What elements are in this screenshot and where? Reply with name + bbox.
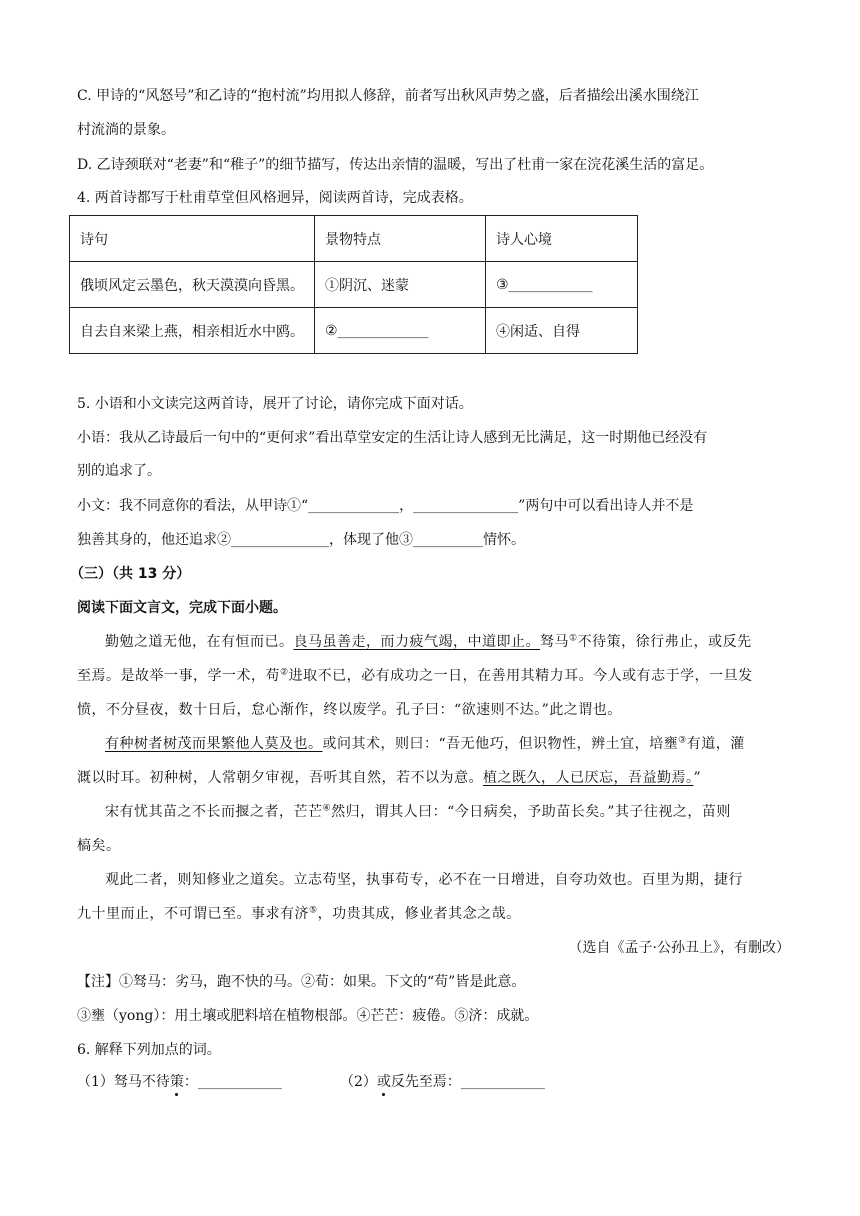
passage-text: 进取不已，必有成功之一日，在善用其精力耳。今人或有志于学，一旦发 [288, 668, 753, 684]
section-3-instruction: 阅读下面文言文，完成下面小题。 [77, 600, 287, 616]
passage-text: ” [693, 770, 702, 786]
section-3-title: （三）（共 13 分） [70, 566, 191, 582]
dotted-word: 或 [376, 1074, 391, 1090]
table-header-row [70, 216, 638, 262]
poem-table [69, 215, 638, 354]
passage-p4-line-2 [77, 904, 521, 924]
footnote-marker: ⑤ [309, 905, 318, 916]
option-c-line-2: 村流淌的景象。 [77, 122, 175, 138]
notes-line-2: ③壅（yong）：用土壤或肥料培在植物根部。④芒芒：疲倦。⑤济：成就。 [77, 1008, 539, 1024]
table-header: 诗人心境 [486, 216, 638, 262]
passage-text: 勤勉之道无他，在有恒而已。 [105, 634, 294, 650]
answer-blank-3[interactable]: ③____________ [486, 262, 638, 308]
answer-blank-2[interactable]: ②_____________ [315, 308, 486, 354]
question-4-prompt: 4. 两首诗都写于杜甫草堂但风格迥异，阅读两首诗，完成表格。 [77, 190, 473, 206]
table-cell: ①阴沉、迷蒙 [315, 262, 486, 308]
passage-p2-line-2 [77, 768, 701, 788]
passage-text: 然归，谓其人曰：“今日病矣，予助苗长矣。”其子往视之，苗则 [331, 804, 731, 820]
xiaoyu-line-1: 小语：我从乙诗最后一句中的“更何求”看出草堂安定的生活让诗人感到无比满足，这一时期他已经没有 [77, 430, 708, 446]
passage-p1-line-3: 愤，不分昼夜，数十日后，怠心渐作，终以废学。孔子曰：“欲速则不达。”此之谓也。 [77, 702, 622, 718]
passage-text: 有道，灌 [686, 736, 745, 752]
table-cell: 自去自来梁上燕，相亲相近水中鸥。 [70, 308, 315, 354]
table-row [70, 262, 638, 308]
passage-text: 驽马 [540, 634, 569, 650]
passage-p4-line-1: 观此二者，则知修业之道矣。立志苟坚，执事苟专，必不在一日增进，自夸功效也。百里为期，捷行 [105, 872, 743, 888]
passage-text: ，功贵其成，修业者其念之哉。 [317, 906, 521, 922]
footnote-marker: ② [280, 667, 289, 678]
table-row [70, 308, 638, 354]
dotted-word: 策 [169, 1074, 184, 1090]
passage-p1-line-1 [105, 632, 752, 652]
underlined-sentence: 有种树者树茂而果繁他人莫及也。 [105, 736, 323, 752]
passage-p3-line-2: 槁矣。 [77, 838, 121, 854]
question-6-prompt: 6. 解释下列加点的词。 [77, 1042, 221, 1058]
item-text: （2） [340, 1074, 377, 1090]
answer-blank[interactable]: ：____________ [183, 1074, 282, 1090]
answer-blank[interactable]: 反先至焉：____________ [390, 1074, 545, 1090]
question-6-item-1[interactable] [77, 1072, 282, 1092]
footnote-marker: ④ [322, 803, 332, 814]
option-c-line-1: C. 甲诗的“风怒号”和乙诗的“抱村流”均用拟人修辞，前者写出秋风声势之盛，后者描绘出溪水围绕江 [77, 88, 699, 104]
source-citation: （选自《孟子·公孙丑上》，有删改） [568, 940, 790, 956]
item-text: （1）驽马不待 [77, 1074, 170, 1090]
question-6-item-2[interactable] [340, 1072, 545, 1092]
passage-text: 不待策，徐行弗止，或反先 [577, 634, 752, 650]
table-header: 景物特点 [315, 216, 486, 262]
underlined-sentence: 良马虽善走，而力疲气竭，中道即止。 [293, 634, 540, 650]
passage-text: 宋有忧其苗之不长而揠之者，芒芒 [105, 804, 323, 820]
footnote-marker: ① [569, 633, 578, 644]
table-cell: 俄顷风定云墨色，秋天漠漠向昏黑。 [70, 262, 315, 308]
passage-text: 至焉。是故举一事，学一术，苟 [77, 668, 280, 684]
option-d: D. 乙诗颈联对“老妻”和“稚子”的细节描写，传达出亲情的温暖，写出了杜甫一家在浣花溪生活的富足。 [77, 157, 714, 173]
question-5-prompt: 5. 小语和小文读完这两首诗，展开了讨论，请你完成下面对话。 [77, 396, 473, 412]
table-cell: ④闲适、自得 [486, 308, 638, 354]
passage-p3-line-1 [105, 802, 731, 822]
underlined-sentence: 植之既久，人已厌忘，吾益勤焉。 [483, 770, 694, 786]
passage-text: 溉以时耳。初种树，人常朝夕审视，吾听其自然，若不以为意。 [77, 770, 483, 786]
xiaowen-line-1[interactable]: 小文：我不同意你的看法，从甲诗①“_____________，_______________”两句中可以看出诗人并不是 [77, 498, 694, 514]
passage-text: 或问其术，则曰：“吾无他巧，但识物性，辨土宜，培壅 [322, 736, 679, 752]
footnote-marker: ③ [678, 735, 687, 746]
xiaoyu-line-2: 别的追求了。 [77, 463, 161, 479]
table-header: 诗句 [70, 216, 315, 262]
xiaowen-line-2[interactable]: 独善其身的，他还追求②______________，体现了他③__________情怀。 [77, 532, 525, 548]
passage-text: 九十里而止，不可谓已至。事求有济 [77, 906, 309, 922]
passage-p2-line-1 [105, 734, 745, 754]
notes-line-1: 【注】①驽马：劣马，跑不快的马。②荀：如果。下文的“苟”皆是此意。 [77, 974, 526, 990]
passage-p1-line-2 [77, 666, 753, 686]
